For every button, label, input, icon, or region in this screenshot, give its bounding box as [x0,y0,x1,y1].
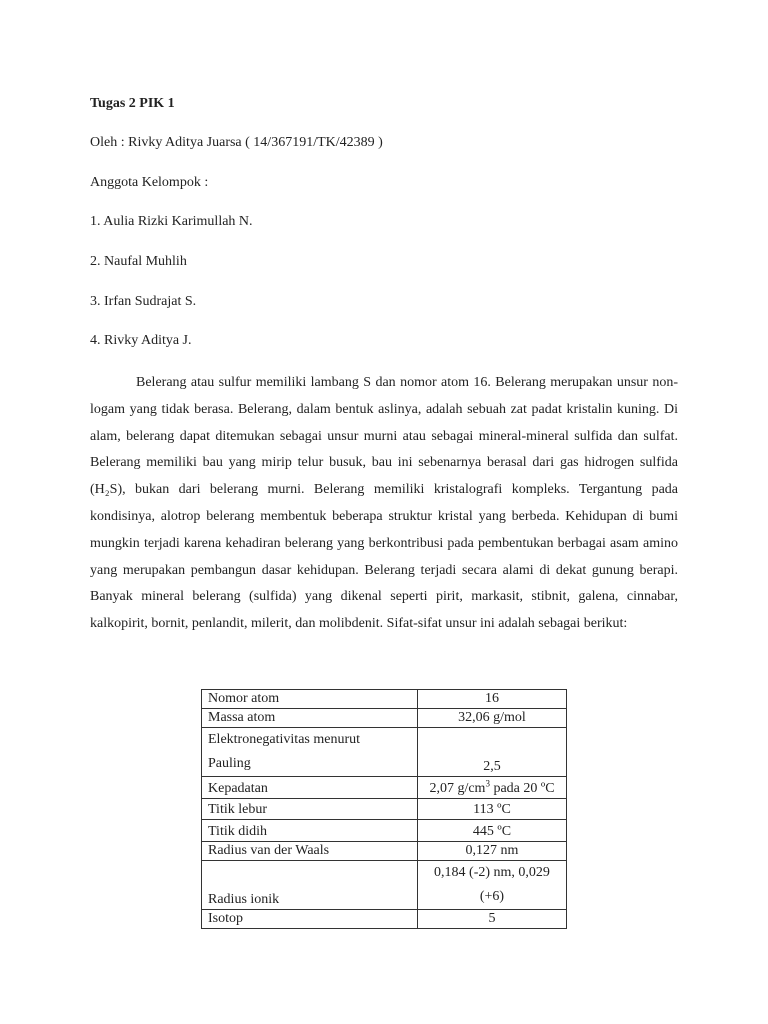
property-value: 113 ºC [418,799,567,820]
table-row [202,799,567,820]
table-row [202,820,567,842]
property-value-line: (+6) [479,889,505,904]
property-name: Titik didih [202,820,418,842]
member-item: 1. Aulia Rizki Karimullah N. [90,214,253,229]
table-row [202,777,567,799]
members-heading: Anggota Kelompok : [90,175,209,190]
property-name: Radius van der Waals [202,842,418,861]
author-line: Oleh : Rivky Aditya Juarsa ( 14/367191/TK/42389 ) [90,135,383,150]
table-row [202,861,567,910]
property-value-line: 0,184 (-2) nm, 0,029 [434,865,550,880]
properties-table [201,689,567,929]
property-name: Isotop [202,910,418,929]
property-value: 445 ºC [418,820,567,842]
value-superscript: 3 [485,778,490,789]
property-name: Radius ionik [202,861,418,910]
table-row [202,842,567,861]
property-value: 32,06 g/mol [418,709,567,728]
table-row [202,910,567,929]
property-name-line: Elektronegativitas menurut [208,732,361,747]
table-row [202,728,567,777]
property-name: Nomor atom [202,690,418,709]
property-value: 5 [418,910,567,929]
body-paragraph [90,370,678,638]
value-text: 2,07 g/cm [429,781,486,796]
property-name [202,728,418,777]
member-item: 3. Irfan Sudrajat S. [90,294,197,309]
member-item: 2. Naufal Muhlih [90,254,187,269]
member-item: 4. Rivky Aditya J. [90,333,192,348]
body-paragraph-text: Belerang atau sulfur memiliki lambang S dan nomor atom 16. Belerang merupakan unsur non-logam yang tidak berasa. Belerang, dalam bentuk aslinya, adalah sebuah zat padat kristalin kuning. Di alam, belerang dapat ditemukan sebagai unsur murni atau sebagai mineral-mineral sulfida dan sulfat. Belerang memiliki bau yang mirip telur busuk, bau ini sebenarnya berasal dari gas hidrogen sulfida (H₂S), bukan dari belerang murni. Belerang memiliki kristalografi kompleks. Tergantung pada kondisinya, alotrop belerang membentuk beberapa struktur kristal yang berbeda. Kehidupan di bumi mungkin terjadi karena kehadiran belerang yang berkontribusi pada pembentukan berbagai asam amino yang merupakan pembangun dasar kehidupan. Belerang terjadi secara alami di dekat gunung berapi. Banyak mineral belerang (sulfida) yang dikenal seperti pirit, markasit, stibnit, galena, cinnabar, kalkopirit, bornit, penlandit, milerit, dan molibdenit. Sifat-sifat unsur ini adalah sebagai berikut: [90,375,678,632]
property-value: 16 [418,690,567,709]
value-text: pada 20 ºC [489,781,555,796]
table-row [202,709,567,728]
property-value: 0,127 nm [418,842,567,861]
property-name: Kepadatan [202,777,418,799]
property-value [418,861,567,910]
property-name: Massa atom [202,709,418,728]
document-title: Tugas 2 PIK 1 [90,96,175,111]
property-value: 2,5 [418,728,567,777]
table-row [202,690,567,709]
property-name: Titik lebur [202,799,418,820]
property-name-line: Pauling [208,756,251,771]
property-value [418,777,567,799]
